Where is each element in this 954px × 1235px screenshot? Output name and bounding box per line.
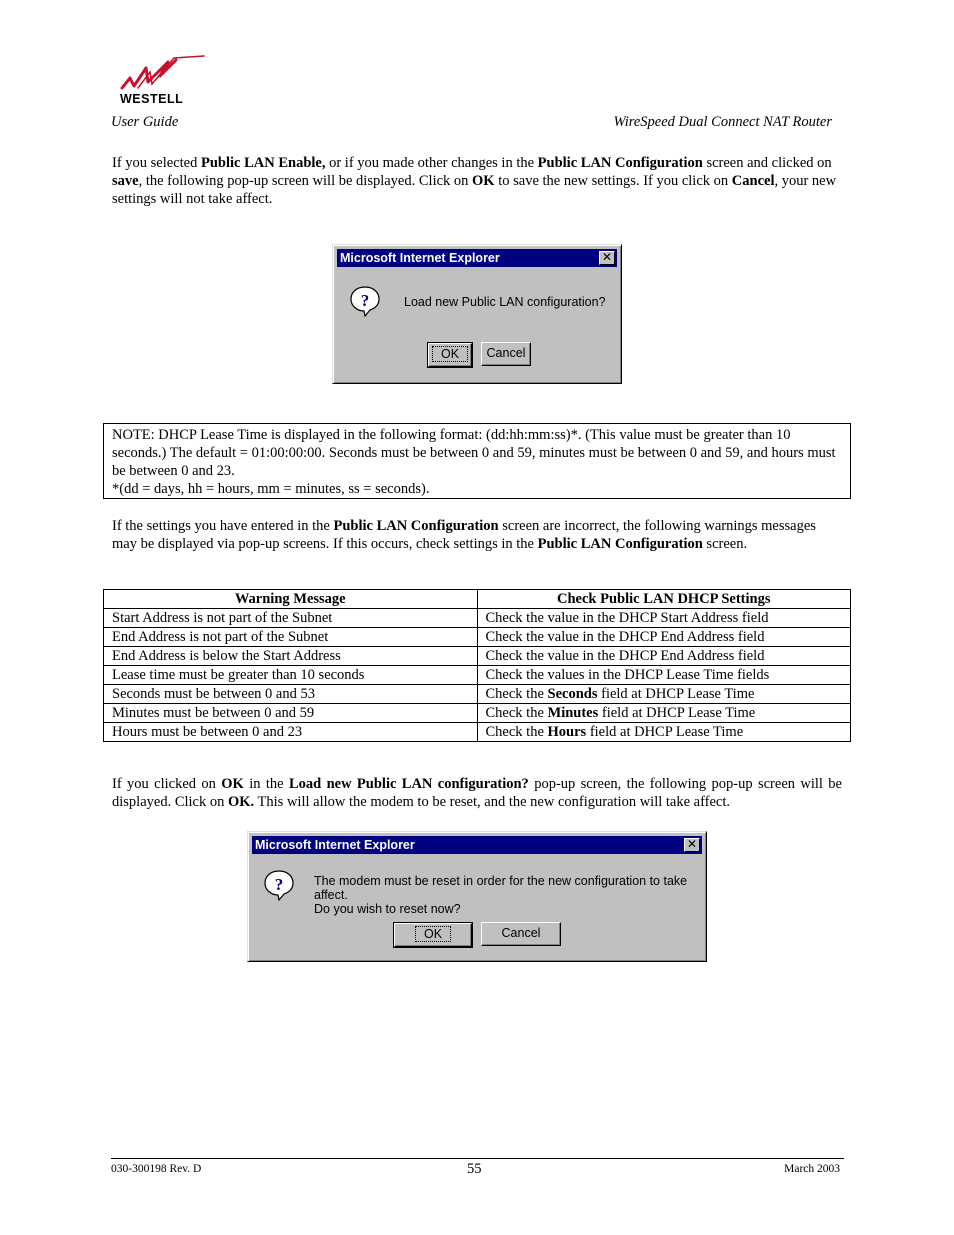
dialog-title-bar xyxy=(252,836,702,854)
warning-cell: Start Address is not part of the Subnet xyxy=(104,609,478,628)
dialog-title-bar xyxy=(337,249,617,267)
table-row xyxy=(104,666,851,685)
check-cell: Check the Hours field at DHCP Lease Time xyxy=(477,723,851,742)
dialog-title: Microsoft Internet Explorer xyxy=(340,251,500,265)
page-number: 55 xyxy=(467,1161,482,1177)
check-cell: Check the Minutes field at DHCP Lease Time xyxy=(477,704,851,723)
check-cell: Check the value in the DHCP End Address field xyxy=(477,628,851,647)
warning-cell: Seconds must be between 0 and 53 xyxy=(104,685,478,704)
reset-intro-paragraph: If you clicked on OK in the Load new Public LAN configuration? pop-up screen, the following pop-up screen will be displayed. Click on OK. This will allow the modem to be reset, and the new configuration will take affect. xyxy=(112,776,842,810)
warning-cell: End Address is below the Start Address xyxy=(104,647,478,666)
close-icon[interactable]: ✕ xyxy=(599,251,615,265)
table-row xyxy=(104,628,851,647)
warning-cell: Minutes must be between 0 and 59 xyxy=(104,704,478,723)
dialog-title: Microsoft Internet Explorer xyxy=(255,838,415,852)
warnings-intro-paragraph: If the settings you have entered in the Public LAN Configuration screen are incorrect, the following warnings messages may be displayed via pop-up screens. If this occurs, check settings in the Public LAN Configuration screen. xyxy=(112,518,816,552)
check-cell: Check the values in the DHCP Lease Time fields xyxy=(477,666,851,685)
warning-cell: Lease time must be greater than 10 seconds xyxy=(104,666,478,685)
svg-text:?: ? xyxy=(360,291,370,310)
header-doc-title: User Guide xyxy=(111,114,179,130)
check-cell: Check the Seconds field at DHCP Lease Time xyxy=(477,685,851,704)
footer-rule xyxy=(111,1158,844,1159)
note-text: NOTE: DHCP Lease Time is displayed in the following format: (dd:hh:mm:ss)*. (This value must be greater than 10 seconds.) The default = 01:00:00:00. Seconds must be between 0 and 59, minutes must be between 0 and 59, and hours must be between 0 and 23. xyxy=(112,427,836,479)
question-icon xyxy=(263,869,295,901)
cancel-button[interactable]: Cancel xyxy=(481,922,561,946)
close-icon[interactable]: ✕ xyxy=(684,838,700,852)
ok-button[interactable] xyxy=(428,343,472,367)
svg-text:?: ? xyxy=(274,875,284,894)
table-header-row xyxy=(104,590,851,609)
note-footnote: *(dd = days, hh = hours, mm = minutes, ss = seconds). xyxy=(112,481,430,497)
column-header-warning: Warning Message xyxy=(104,590,478,609)
note-box xyxy=(103,423,851,499)
dialog-load-config xyxy=(332,244,622,384)
footer-doc-number: 030-300198 Rev. D xyxy=(111,1163,202,1175)
ok-button-label: OK xyxy=(415,926,451,942)
table-row xyxy=(104,685,851,704)
check-cell: Check the value in the DHCP End Address field xyxy=(477,647,851,666)
question-icon xyxy=(349,285,381,317)
warnings-table xyxy=(103,589,851,742)
footer-date: March 2003 xyxy=(784,1163,840,1175)
table-row xyxy=(104,704,851,723)
table-row xyxy=(104,723,851,742)
warning-cell: Hours must be between 0 and 23 xyxy=(104,723,478,742)
table-row xyxy=(104,647,851,666)
dialog-message: Load new Public LAN configuration? xyxy=(404,295,606,309)
dialog-message: The modem must be reset in order for the new configuration to take affect. Do you wish to reset now? xyxy=(314,874,688,916)
column-header-check: Check Public LAN DHCP Settings xyxy=(477,590,851,609)
check-cell: Check the value in the DHCP Start Address field xyxy=(477,609,851,628)
ok-button-label: OK xyxy=(432,346,468,362)
table-row xyxy=(104,609,851,628)
logo-text: WESTELL xyxy=(120,92,184,106)
cancel-button[interactable]: Cancel xyxy=(481,342,531,366)
header-product-name: WireSpeed Dual Connect NAT Router xyxy=(613,114,832,130)
intro-paragraph: If you selected Public LAN Enable, or if you made other changes in the Public LAN Configuration screen and clicked on save, the following pop-up screen will be displayed. Click on OK to save the new settings. If you click on Cancel, your new settings will not take affect. xyxy=(112,155,837,207)
warning-cell: End Address is not part of the Subnet xyxy=(104,628,478,647)
ok-button[interactable] xyxy=(394,923,472,947)
dialog-reset-modem xyxy=(247,831,707,962)
